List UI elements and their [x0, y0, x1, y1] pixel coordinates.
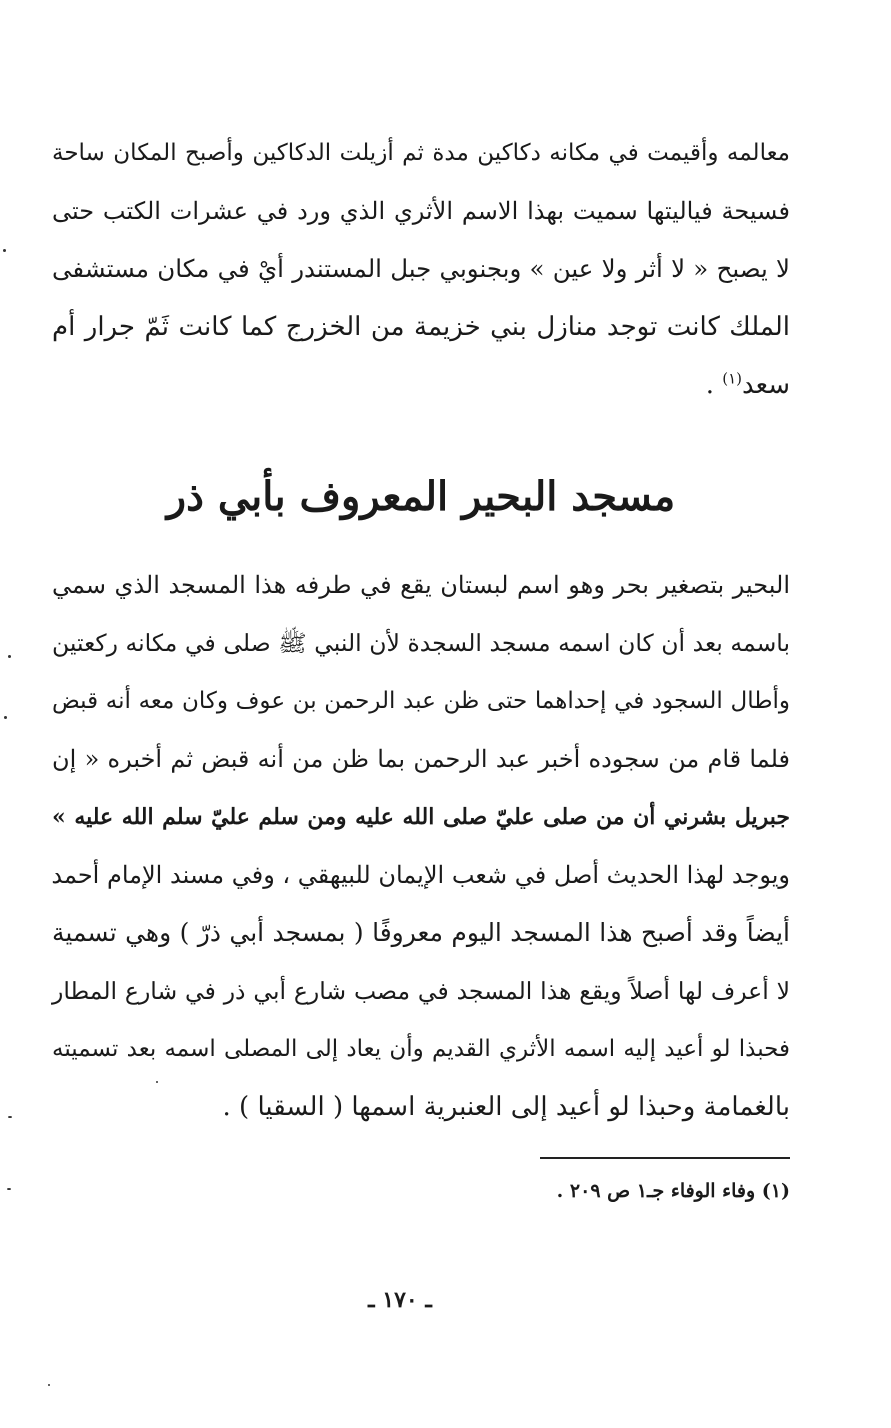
text-line: فلما قام من سجوده أخبر عبد الرحمن بما ظن من أنه قبض ثم أخبره « إن: [52, 745, 790, 773]
text-line: أيضاً وقد أصبح هذا المسجد اليوم معروفًا ( بمسجد أبي ذرّ ) وهي تسمية: [52, 918, 790, 947]
scan-speck: [8, 655, 11, 658]
scan-speck: [3, 249, 6, 252]
paragraph-2: [52, 556, 790, 1136]
text-line: فسيحة فياليتها سميت بهذا الاسم الأثري الذي ورد في عشرات الكتب حتى: [52, 197, 790, 225]
paragraph-1: [52, 124, 790, 414]
text-line: لا يصبح « لا أثر ولا عين » وبجنوبي جبل المستندر أيْ في مكان مستشفى: [52, 254, 790, 283]
text-line-last: بالغمامة وحبذا لو أعيد إلى العنبرية اسمها ( السقيا ) .: [222, 1092, 790, 1122]
scan-speck: [7, 1188, 11, 1190]
text-line: ويوجد لهذا الحديث أصل في شعب الإيمان للبيهقي ، وفي مسند الإمام أحمد: [51, 861, 790, 889]
text-fragment: سعد: [742, 370, 790, 400]
text-line: وأطال السجود في إحداهما حتى ظن عبد الرحمن بن عوف وكان معه أنه قبض: [52, 688, 790, 714]
footnote: (١) وفاء الوفاء جـ١ ص ٢٠٩ .: [556, 1180, 790, 1202]
scan-speck: [8, 1116, 12, 1118]
text-line: باسمه بعد أن كان اسمه مسجد السجدة لأن النبي ﷺ صلى في مكانه ركعتين: [52, 629, 790, 657]
text-line: البحير بتصغير بحر وهو اسم لبستان يقع في طرفه هذا المسجد الذي سمي: [52, 571, 790, 599]
footnote-divider: [540, 1157, 790, 1159]
text-line: فحبذا لو أعيد إليه اسمه الأثري القديم وأن يعاد إلى المصلى اسمه بعد تسميته: [52, 1036, 790, 1062]
scan-speck: [48, 1384, 50, 1386]
text-line: لا أعرف لها أصلاً ويقع هذا المسجد في مصب شارع أبي ذر في شارع المطار: [52, 977, 790, 1005]
page-number: ـ ١٧٠ ـ: [368, 1287, 432, 1313]
scan-speck: [156, 1081, 158, 1083]
text-line: الملك كانت توجد منازل بني خزيمة من الخزرج كما كانت ثَمّ جرار أم: [52, 312, 790, 342]
text-line-hadith: جبريل بشرني أن من صلى عليّ صلى الله عليه ومن سلم عليّ سلم الله عليه »: [52, 804, 790, 830]
footnote-reference: (١): [722, 369, 743, 388]
section-heading: مسجد البحير المعروف بأبي ذر: [166, 473, 676, 520]
text-line: معالمه وأقيمت في مكانه دكاكين مدة ثم أزيلت الدكاكين وأصبح المكان ساحة: [52, 140, 790, 166]
text-fragment-end: .: [705, 370, 723, 400]
text-line-last: [52, 356, 790, 414]
scan-speck: [4, 716, 7, 719]
